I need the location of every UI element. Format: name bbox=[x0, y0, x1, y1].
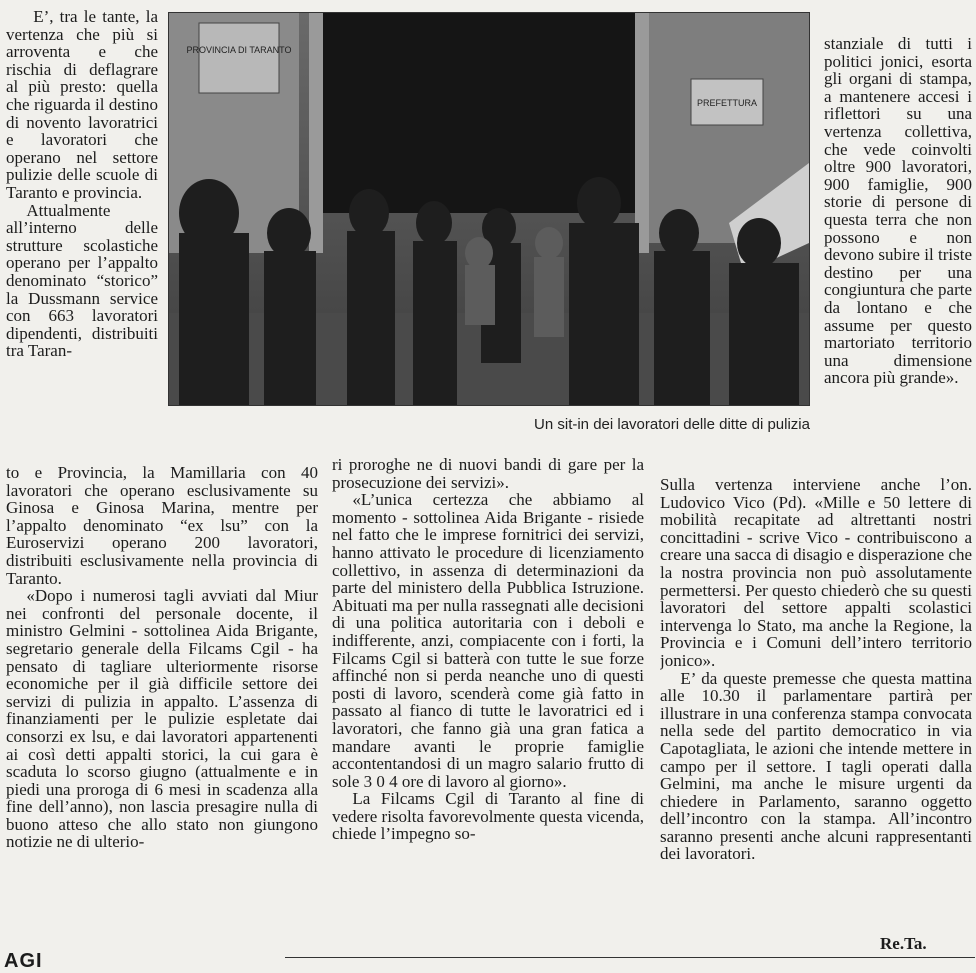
paragraph: ri proroghe ne di nuovi bandi di gare per la prosecuzione dei servizi». bbox=[332, 456, 644, 492]
column-right-top bbox=[824, 35, 972, 475]
paragraph: «Dopo i numerosi tagli avviati dal Miur nei confronti del personale docente, il ministro Gelmini - sottolinea Aida Brigante, segretario generale della Filcams Cgil - ha pensato di tagliare ulteriormente risorse economiche per il già difficile settore dei servizi di pulizia in appalto. L’assenza di finanziamenti per le pulizie espletate dai consorzi ex lsu, e dai lavoratori appartenenti ai così detti appalti storici, la cui gara è scaduta lo scorso giugno (attualmente e in piedi una proroga di 6 mesi in scadenza alla fine dell’anno), non lascia presagire nulla di buono atteso che allo stato non giungono notizie ne di ulterio- bbox=[6, 586, 318, 852]
paragraph: Attualmente all’interno delle strutture scolastiche operano per l’appalto denominato “storico” la Dussmann service con 663 lavoratori dipendenti, distribuiti tra Taran- bbox=[6, 200, 158, 361]
column-left-bottom bbox=[6, 464, 318, 944]
paragraph: La Filcams Cgil di Taranto al fine di vedere risolta favorevolmente questa vicenda, chiede l’impegno so- bbox=[332, 789, 644, 844]
news-photo bbox=[168, 12, 810, 406]
paragraph: stanziale di tutti i politici jonici, esorta gli organi di stampa, a mantenere accesi i riflettori su una vertenza collettiva, che vede coinvolti oltre 900 lavoratori, 900 famiglie, 900 storie di persone di questa terra che non possono e non devono subire il triste destino per una congiuntura che parte da lontano e che assume per questo martoriato territorio una dimensione ancora più grande». bbox=[824, 35, 972, 388]
paragraph: E’, tra le tante, la vertenza che più si arroventa e che rischia di deflagrare al più presto: quella che riguarda il destino di novento lavoratrici e lavoratori che operano nel settore pulizie delle scuole di Taranto e provincia. bbox=[6, 8, 158, 202]
column-middle bbox=[332, 456, 644, 948]
column-right-bottom bbox=[660, 476, 972, 934]
paragraph: to e Provincia, la Mamillaria con 40 lavoratori che operano esclusivamente su Ginosa e Ginosa Marina, mentre per l’appalto denominato “ex lsu” con la Euroservizi operano 200 lavoratori, distribuiti esclusivamente nella provincia di Taranto. bbox=[6, 464, 318, 588]
footer-partial-headline: AGI bbox=[4, 950, 43, 972]
sign-provincia-text: PROVINCIA DI TARANTO bbox=[186, 45, 292, 55]
paragraph: E’ da queste premesse che questa mattina alle 10.30 il parlamentare partirà per illustrare in una conferenza stampa convocata nella sede del partito democratico in via Capotagliata, le azioni che intende mettere in campo per il settore. I tagli operati dalla Gelmini, ma anche le misure urgenti da chiedere in Parlamento, saranno oggetto dell’incontro con la stampa. All’incontro saranno presenti anche alcuni rappresentanti dei lavoratori. bbox=[660, 668, 972, 864]
author-signature: Re.Ta. bbox=[880, 934, 927, 953]
photo-caption: Un sit-in dei lavoratori delle ditte di pulizia bbox=[534, 416, 810, 433]
paragraph: Sulla vertenza interviene anche l’on. Ludovico Vico (Pd). «Mille e 50 lettere di mobilità recapitate ad altrettanti nostri concittadini - scrive Vico - contribuiscono a creare una sacca di disagio e disperazione che la nostra provincia non può assolutamente permettersi. Per questo chiederò che su questi lavoratori del settore appalti scolastici intervenga lo Stato, ma anche la Regione, la Provincia e i Comuni dell’intero territorio jonico». bbox=[660, 476, 972, 670]
crowd-photo-image bbox=[169, 13, 809, 405]
paragraph: «L’unica certezza che abbiamo al momento - sottolinea Aida Brigante - risiede nel fatto che le imprese fornitrici dei servizi, hanno attivato le procedure di licenziamento collettivo, in assenza di determinazioni da parte del ministero della Pubblica Istruzione. Abituati ma per nulla rassegnati alle decisioni di una politica autoritaria con i deboli e indifferente, anzi, compiacente con i forti, la Filcams Cgil si batterà con tutte le sue forze affinché non si perda neanche uno di questi posti di lavoro, scenderà come già fatto in passato al fianco di tutte le lavoratrici ed i lavoratori, che fanno già una gran fatica a mandare avanti le proprie famiglie accontentandosi di un magro salario frutto di sole 3 0 4 ore di lavoro al giorno». bbox=[332, 490, 644, 791]
column-left-top bbox=[6, 8, 158, 464]
divider-line bbox=[285, 957, 975, 958]
sign-prefettura-text: PREFETTURA bbox=[696, 98, 758, 108]
